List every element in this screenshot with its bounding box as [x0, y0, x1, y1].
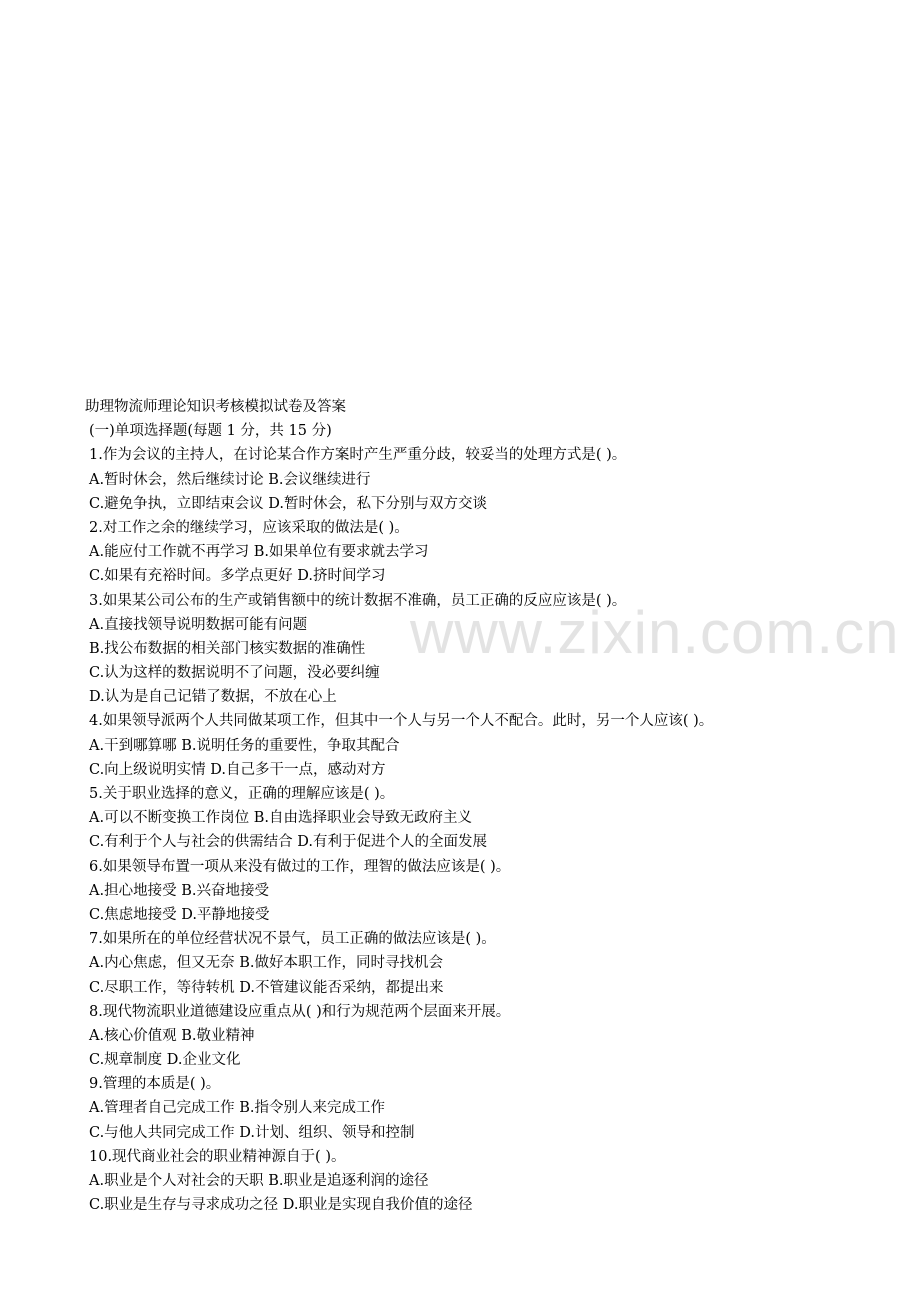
- answer-options: A.可以不断变换工作岗位 B.自由选择职业会导致无政府主义: [89, 810, 472, 827]
- answer-options: B.找公布数据的相关部门核实数据的准确性: [89, 640, 366, 657]
- section-heading: (一)单项选择题(每题 1 分，共 15 分): [89, 423, 332, 440]
- answer-options: C.与他人共同完成工作 D.计划、组织、领导和控制: [89, 1124, 415, 1141]
- answer-options: C.避免争执，立即结束会议 D.暂时休会，私下分别与双方交谈: [89, 495, 488, 512]
- answer-options: C.如果有充裕时间。多学点更好 D.挤时间学习: [89, 568, 386, 585]
- question-stem: 1.作为会议的主持人，在讨论某合作方案时产生严重分歧，较妥当的处理方式是( )。: [89, 447, 627, 464]
- question-stem: 3.如果某公司公布的生产或销售额中的统计数据不准确，员工正确的反应应该是( )。: [89, 592, 627, 609]
- answer-options: A.干到哪算哪 B.说明任务的重要性，争取其配合: [89, 737, 400, 754]
- answer-options: A.暂时休会，然后继续讨论 B.会议继续进行: [89, 471, 371, 488]
- answer-options: C.职业是生存与寻求成功之径 D.职业是实现自我价值的途径: [89, 1197, 473, 1214]
- answer-options: C.尽职工作，等待转机 D.不管建议能否采纳，都提出来: [89, 979, 444, 996]
- question-stem: 8.现代物流职业道德建设应重点从( )和行为规范两个层面来开展。: [89, 1003, 511, 1020]
- answer-options: A.能应付工作就不再学习 B.如果单位有要求就去学习: [89, 544, 429, 561]
- question-stem: 2.对工作之余的继续学习，应该采取的做法是( )。: [89, 519, 409, 536]
- document-title: 助理物流师理论知识考核模拟试卷及答案: [85, 399, 346, 415]
- answer-options: D.认为是自己记错了数据，不放在心上: [89, 689, 337, 706]
- question-stem: 9.管理的本质是( )。: [89, 1076, 221, 1093]
- answer-options: A.直接找领导说明数据可能有问题: [89, 616, 308, 633]
- answer-options: A.核心价值观 B.敬业精神: [89, 1027, 255, 1044]
- document-body: [85, 395, 905, 1217]
- answer-options: A.职业是个人对社会的天职 B.职业是追逐利润的途径: [89, 1173, 429, 1189]
- question-stem: 5.关于职业选择的意义，正确的理解应该是( )。: [89, 786, 395, 802]
- question-stem: 4.如果领导派两个人共同做某项工作，但其中一个人与另一个人不配合。此时，另一个人应该( )。: [89, 713, 714, 730]
- answer-options: C.有利于个人与社会的供需结合 D.有利于促进个人的全面发展: [89, 834, 488, 851]
- question-list: [85, 443, 905, 1217]
- question-stem: 6.如果领导布置一项从来没有做过的工作，理智的做法应该是( )。: [89, 858, 511, 875]
- answer-options: C.规章制度 D.企业文化: [89, 1052, 241, 1069]
- answer-options: C.认为这样的数据说明不了问题，没必要纠缠: [89, 665, 380, 682]
- answer-options: A.担心地接受 B.兴奋地接受: [89, 882, 269, 899]
- answer-options: A.管理者自己完成工作 B.指令别人来完成工作: [89, 1100, 385, 1117]
- question-stem: 10.现代商业社会的职业精神源自于( )。: [89, 1148, 346, 1165]
- watermark: www.zixin.com.cn: [410, 599, 900, 666]
- answer-options: A.内心焦虑，但又无奈 B.做好本职工作，同时寻找机会: [89, 955, 443, 972]
- answer-options: C.向上级说明实情 D.自己多干一点，感动对方: [89, 761, 386, 778]
- question-stem: 7.如果所在的单位经营状况不景气，员工正确的做法应该是( )。: [89, 931, 496, 948]
- answer-options: C.焦虑地接受 D.平静地接受: [89, 906, 270, 923]
